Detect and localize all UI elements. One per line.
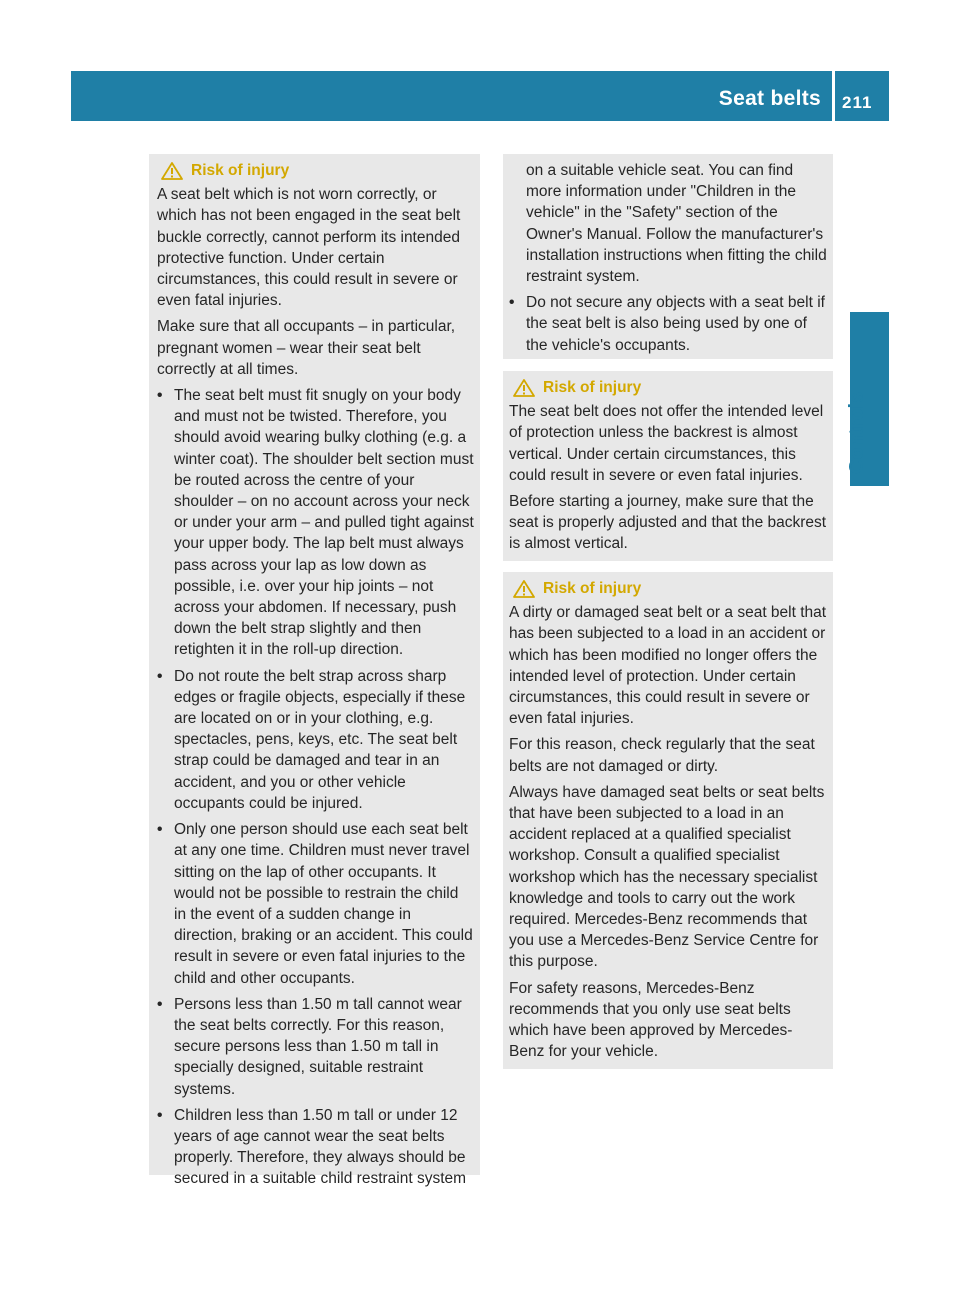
paragraph: For this reason, check regularly that the seat belts are not damaged or dirty. — [509, 736, 815, 775]
warning-box-seat-belt-wearing — [149, 154, 480, 1188]
bullet-text: The seat belt must fit snugly on your body and must not be twisted. Therefore, you should avoid wearing bulky clothing (e.g. a winter coat). The shoulder belt section must be routed across the centre of your shoulder – on no account across your neck or under your arm – and pulled tight against your upper body. The lap belt must always pass across your lap as low down as possible, i.e. over your hip joints – not across your abdomen. If necessary, push down the belt strap slightly and then retighten it in the roll-up direction. — [174, 387, 474, 659]
warning-box-continued — [503, 154, 833, 359]
chapter-label: Controls — [846, 391, 868, 474]
paragraph: For safety reasons, Mercedes-Benz recommends that you only use seat belts which have been approved by Mercedes-Benz for your vehicle. — [509, 979, 793, 1061]
bullet-text: Do not route the belt strap across sharp edges or fragile objects, especially if these are located on or in your clothing, e.g. spectacles, pens, keys, etc. The seat belt strap could be damaged and tear in an accident, and you or other vehicle occupants could be injured. — [174, 667, 466, 812]
warning-title: Risk of injury — [543, 580, 642, 597]
paragraph: A seat belt which is not worn correctly, or which has not been engaged in the seat belt buckle correctly, cannot perform its intended protective function. Under certain circumstances, this could result in severe or even fatal injuries. — [157, 186, 461, 310]
warning-triangle-icon — [161, 162, 183, 180]
bullet-text: Only one person should use each seat belt at any one time. Children must never travel sitting on the lap of other occupants. It would not be possible to restrain the child in the event of a sudden change in direction, braking or an accident. This could result in severe or even fatal injuries to the child and other occupants. — [174, 821, 473, 987]
warning-box-backrest — [503, 371, 833, 561]
warning-title: Risk of injury — [543, 379, 642, 396]
warning-triangle-icon — [513, 580, 535, 598]
page-number: 211 — [842, 93, 873, 112]
bullet-item: • Persons less than 1.50 m tall cannot wear the seat belts correctly. For this reason, secure persons less than 1.50 m tall in specially designed, suitable restraint systems. — [157, 995, 462, 1098]
bullet-item: • Only one person should use each seat belt at any one time. Children must never travel sitting on the lap of other occupants. It would not be possible to restrain the child in the event of a sudden change in direction, braking or an accident. This could result in severe or even fatal injuries to the child and other occupants. — [157, 821, 473, 987]
warning-heading — [509, 578, 827, 599]
bullet-text: Children less than 1.50 m tall or under 12 years of age cannot wear the seat belts properly. Therefore, they always should be secured in a suitable child restraint system — [174, 1106, 467, 1188]
section-title: Seat belts — [718, 87, 821, 110]
paragraph: The seat belt does not offer the intended level of protection unless the backrest is almost vertical. Under certain circumstances, this could result in severe or even fatal injuries. — [509, 403, 824, 484]
paragraph: A dirty or damaged seat belt or a seat belt that has been subjected to a load in an accident or which has been modified no longer offers the intended level of protection. Under certain circumstances, this could result in severe or even fatal injuries. — [509, 604, 827, 728]
warning-heading — [509, 377, 827, 398]
bullet-text: Persons less than 1.50 m tall cannot wear the seat belts correctly. For this reason, secure persons less than 1.50 m tall in specially designed, suitable restraint systems. — [174, 995, 462, 1098]
bullet-item: • Do not route the belt strap across sharp edges or fragile objects, especially if these are located on or in your clothing, e.g. spectacles, pens, keys, etc. The seat belt strap could be damaged and tear in an accident, and you or other vehicle occupants could be injured. — [157, 667, 466, 812]
warning-box-damaged-belts — [503, 572, 833, 1069]
paragraph: Make sure that all occupants – in particular, pregnant women – wear their seat belt correctly at all times. — [157, 318, 456, 378]
bullet-item: • Children less than 1.50 m tall or under 12 years of age cannot wear the seat belts properly. Therefore, they always should be secured in a suitable child restraint system — [157, 1106, 467, 1188]
header-divider — [832, 71, 835, 121]
paragraph: Before starting a journey, make sure that the seat is properly adjusted and that the backrest is almost vertical. — [509, 493, 827, 553]
warning-heading — [157, 160, 474, 181]
bullet-text: Do not secure any objects with a seat belt if the seat belt is also being used by one of the vehicle's occupants. — [526, 294, 825, 354]
bullet-item: • The seat belt must fit snugly on your body and must not be twisted. Therefore, you should avoid wearing bulky clothing (e.g. a winter coat). The shoulder belt section must be routed across the centre of your shoulder – on no account across your neck or under your arm – and pulled tight against your upper body. The lap belt must always pass across your lap as low down as possible, i.e. over your hip joints – not across your abdomen. If necessary, push down the belt strap slightly and then retighten it in the roll-up direction. — [157, 387, 474, 659]
warning-triangle-icon — [513, 379, 535, 397]
continued-text: on a suitable vehicle seat. You can find more information under "Children in the vehicle" in the "Safety" section of the Owner's Manual. Follow the manufacturer's installation instructions when fitting the child restraint system. — [526, 162, 827, 286]
header-bar — [71, 71, 889, 121]
warning-title: Risk of injury — [191, 162, 290, 179]
paragraph: Always have damaged seat belts or seat belts that have been subjected to a load in an accident replaced at a qualified specialist workshop. Consult a qualified specialist workshop which has the necessary specialist knowledge and tools to carry out the work required. Mercedes-Benz recommends that you use a Mercedes-Benz Service Centre for this purpose. — [509, 783, 825, 971]
bullet-item: • Do not secure any objects with a seat belt if the seat belt is also being used by one of the vehicle's occupants. — [509, 294, 825, 354]
